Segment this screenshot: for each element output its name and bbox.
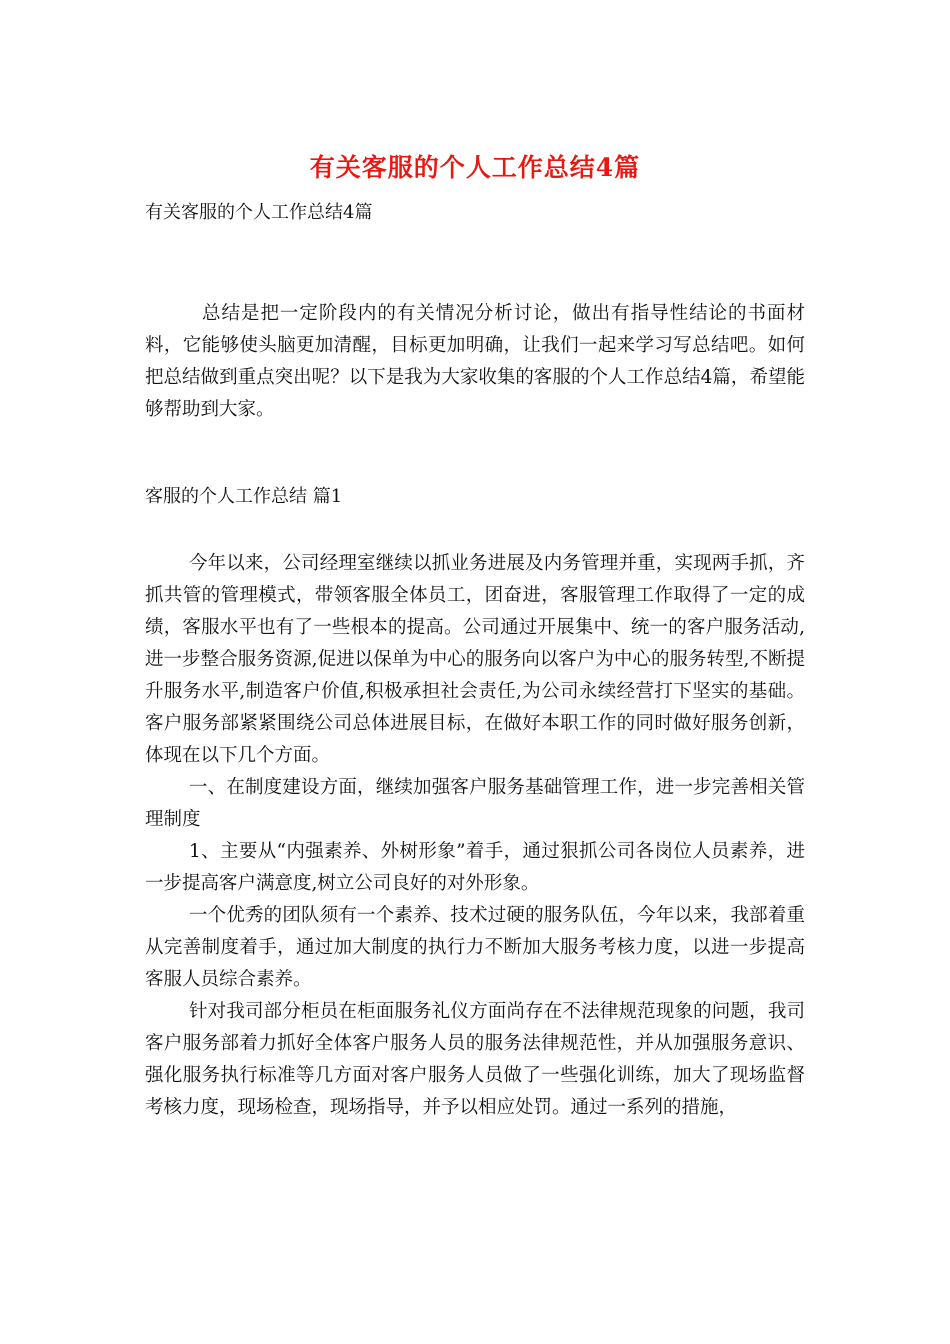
section-heading: 客服的个人工作总结 篇1 xyxy=(145,486,343,507)
section-content xyxy=(145,548,805,1124)
document-title: 有关客服的个人工作总结4篇 xyxy=(309,153,641,182)
paragraph: 一个优秀的团队须有一个素养、技术过硬的服务队伍，今年以来，我部着重从完善制度着手，通过加大制度的执行力不断加大服务考核力度，以进一步提高客服人员综合素养。 xyxy=(145,905,805,990)
paragraph: 针对我司部分柜员在柜面服务礼仪方面尚存在不法律规范现象的问题，我司客户服务部着力抓好全体客户服务人员的服务法律规范性，并从加强服务意识、强化服务执行标准等几方面对客户服务人员做了一些强化训练，加大了现场监督考核力度，现场检查，现场指导，并予以相应处罚。通过一系列的措施， xyxy=(145,1001,805,1118)
document-subtitle: 有关客服的个人工作总结4篇 xyxy=(145,202,373,223)
intro-paragraph: 总结是把一定阶段内的有关情况分析讨论，做出有指导性结论的书面材料，它能够使头脑更加清醒，目标更加明确，让我们一起来学习写总结吧。如何把总结做到重点突出呢？以下是我为大家收集的客服的个人工作总结4篇，希望能够帮助到大家。 xyxy=(145,303,805,420)
paragraph: 今年以来，公司经理室继续以抓业务进展及内务管理并重，实现两手抓，齐抓共管的管理模式，带领客服全体员工，团奋进，客服管理工作取得了一定的成绩，客服水平也有了一些根本的提高。公司通过开展集中、统一的客户服务活动,进一步整合服务资源,促进以保单为中心的服务向以客户为中心的服务转型,不断提升服务水平,制造客户价值,积极承担社会责任,为公司永续经营打下坚实的基础。客户服务部紧紧围绕公司总体进展目标，在做好本职工作的同时做好服务创新，体现在以下几个方面。 xyxy=(145,553,805,766)
paragraph: 1、主要从“内强素养、外树形象”着手，通过狠抓公司各岗位人员素养，进一步提高客户满意度,树立公司良好的对外形象。 xyxy=(145,841,805,894)
paragraph: 一、在制度建设方面，继续加强客户服务基础管理工作，进一步完善相关管理制度 xyxy=(145,777,805,830)
